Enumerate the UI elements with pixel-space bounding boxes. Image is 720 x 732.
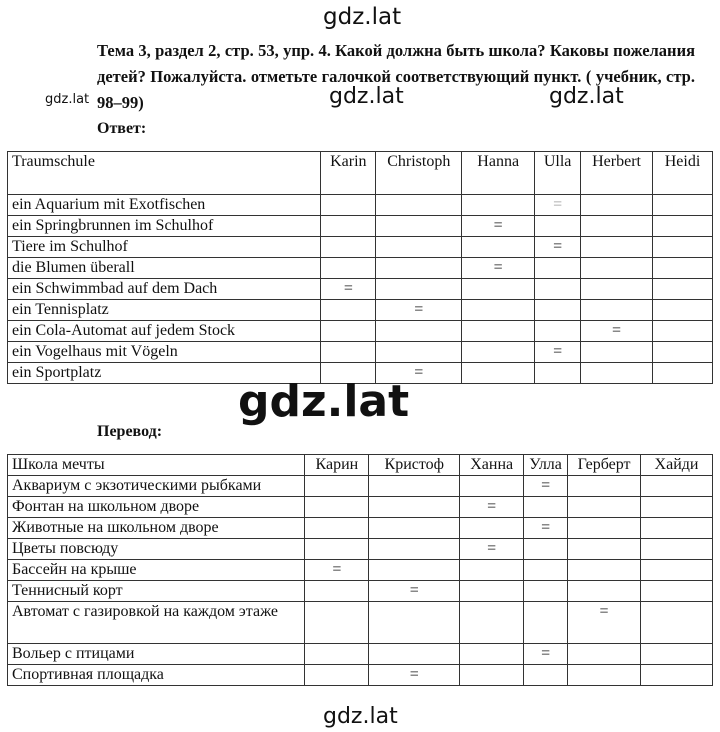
mark-cell: =: [376, 363, 462, 384]
mark-cell: =: [535, 195, 581, 216]
mark-cell: [581, 300, 653, 321]
column-header: Herbert: [581, 152, 653, 195]
row-label: ein Cola-Automat auf jedem Stock: [8, 321, 321, 342]
mark-cell: [535, 279, 581, 300]
table-row: [8, 216, 713, 237]
table-russian: [7, 454, 713, 686]
mark-cell: =: [535, 237, 581, 258]
mark-cell: [369, 476, 460, 497]
mark-cell: =: [524, 476, 568, 497]
mark-cell: =: [462, 258, 535, 279]
column-header: Карин: [305, 455, 369, 476]
mark-cell: [581, 342, 653, 363]
mark-cell: [376, 342, 462, 363]
table-row: [8, 560, 713, 581]
watermark-bottom: gdz.lat: [323, 704, 398, 729]
mark-cell: [641, 602, 713, 644]
mark-cell: [462, 279, 535, 300]
column-header: Traumschule: [8, 152, 321, 195]
mark-cell: [460, 602, 524, 644]
mark-cell: [535, 216, 581, 237]
mark-cell: [305, 518, 369, 539]
mark-cell: [641, 497, 713, 518]
row-label: Цветы повсюду: [8, 539, 305, 560]
row-label: Животные на школьном дворе: [8, 518, 305, 539]
mark-cell: [376, 258, 462, 279]
mark-cell: =: [305, 560, 369, 581]
mark-cell: [369, 644, 460, 665]
column-header: Кристоф: [369, 455, 460, 476]
mark-cell: [568, 560, 641, 581]
table-row: [8, 539, 713, 560]
mark-cell: [462, 300, 535, 321]
mark-cell: [581, 258, 653, 279]
exercise-heading: Тема 3, раздел 2, стр. 53, упр. 4. Какой должна быть школа? Каковы пожелания детей? Пожалуйста. отметьте галочкой соответствующий пункт. ( учебник, стр. 98–99): [97, 41, 695, 112]
column-header: Christoph: [376, 152, 462, 195]
row-label: ein Vogelhaus mit Vögeln: [8, 342, 321, 363]
mark-cell: [321, 237, 376, 258]
mark-cell: [460, 518, 524, 539]
mark-cell: [460, 581, 524, 602]
column-header: Школа мечты: [8, 455, 305, 476]
table-row: [8, 665, 713, 686]
row-label: ein Sportplatz: [8, 363, 321, 384]
mark-cell: [653, 237, 713, 258]
mark-cell: [321, 216, 376, 237]
mark-cell: [535, 363, 581, 384]
table-row: [8, 258, 713, 279]
mark-cell: [462, 195, 535, 216]
mark-cell: [460, 665, 524, 686]
row-label: Вольер с птицами: [8, 644, 305, 665]
column-header: Heidi: [653, 152, 713, 195]
mark-cell: [535, 300, 581, 321]
translation-label: Перевод:: [97, 423, 163, 440]
mark-cell: [524, 581, 568, 602]
watermark-small: gdz.lat: [45, 92, 90, 107]
mark-cell: [653, 321, 713, 342]
mark-cell: [581, 195, 653, 216]
mark-cell: [535, 258, 581, 279]
table-row: [8, 602, 713, 644]
mark-cell: [305, 581, 369, 602]
mark-cell: =: [524, 518, 568, 539]
mark-cell: [369, 518, 460, 539]
mark-cell: =: [321, 279, 376, 300]
row-label: Фонтан на школьном дворе: [8, 497, 305, 518]
row-label: ein Tennisplatz: [8, 300, 321, 321]
column-header: Герберт: [568, 455, 641, 476]
mark-cell: =: [376, 300, 462, 321]
mark-cell: [376, 279, 462, 300]
mark-cell: [641, 644, 713, 665]
mark-cell: =: [460, 539, 524, 560]
mark-cell: [535, 321, 581, 342]
table-row: [8, 476, 713, 497]
mark-cell: [581, 279, 653, 300]
mark-cell: [524, 497, 568, 518]
watermark-mid-left: gdz.lat: [329, 84, 404, 109]
column-header: Ulla: [535, 152, 581, 195]
table-header-row: [8, 152, 713, 195]
mark-cell: =: [462, 216, 535, 237]
row-label: Tiere im Schulhof: [8, 237, 321, 258]
mark-cell: [653, 300, 713, 321]
watermark-top: gdz.lat: [323, 4, 402, 30]
watermark-big: gdz.lat: [238, 376, 410, 427]
mark-cell: [524, 602, 568, 644]
table-row: [8, 644, 713, 665]
column-header: Улла: [524, 455, 568, 476]
mark-cell: [641, 665, 713, 686]
mark-cell: =: [581, 321, 653, 342]
column-header: Хайди: [641, 455, 713, 476]
mark-cell: [653, 258, 713, 279]
mark-cell: [305, 665, 369, 686]
column-header: Hanna: [462, 152, 535, 195]
mark-cell: [369, 497, 460, 518]
mark-cell: [305, 644, 369, 665]
mark-cell: [376, 237, 462, 258]
mark-cell: [321, 300, 376, 321]
mark-cell: [460, 560, 524, 581]
row-label: ein Springbrunnen im Schulhof: [8, 216, 321, 237]
mark-cell: [305, 602, 369, 644]
mark-cell: =: [524, 644, 568, 665]
table-row: [8, 300, 713, 321]
mark-cell: [524, 560, 568, 581]
mark-cell: [641, 581, 713, 602]
mark-cell: =: [369, 665, 460, 686]
mark-cell: [581, 216, 653, 237]
mark-cell: [321, 342, 376, 363]
mark-cell: [581, 363, 653, 384]
mark-cell: [568, 476, 641, 497]
mark-cell: [369, 602, 460, 644]
mark-cell: [641, 518, 713, 539]
mark-cell: =: [535, 342, 581, 363]
table-header-row: [8, 455, 713, 476]
mark-cell: [376, 321, 462, 342]
mark-cell: [369, 560, 460, 581]
mark-cell: =: [460, 497, 524, 518]
mark-cell: [581, 237, 653, 258]
mark-cell: [321, 195, 376, 216]
watermark-mid-right: gdz.lat: [549, 84, 624, 109]
mark-cell: [568, 665, 641, 686]
row-label: die Blumen überall: [8, 258, 321, 279]
mark-cell: [568, 497, 641, 518]
table-row: [8, 237, 713, 258]
mark-cell: [653, 279, 713, 300]
answer-label: Ответ:: [97, 120, 147, 137]
row-label: ein Aquarium mit Exotfischen: [8, 195, 321, 216]
mark-cell: [524, 539, 568, 560]
mark-cell: [460, 476, 524, 497]
table-german: [7, 151, 713, 384]
mark-cell: [305, 539, 369, 560]
mark-cell: [568, 581, 641, 602]
mark-cell: [462, 363, 535, 384]
mark-cell: [369, 539, 460, 560]
mark-cell: [524, 665, 568, 686]
row-label: Теннисный корт: [8, 581, 305, 602]
mark-cell: [568, 539, 641, 560]
table-row: [8, 321, 713, 342]
mark-cell: [305, 497, 369, 518]
mark-cell: [376, 216, 462, 237]
mark-cell: [641, 539, 713, 560]
mark-cell: [653, 195, 713, 216]
table-row: [8, 497, 713, 518]
mark-cell: [460, 644, 524, 665]
mark-cell: [653, 216, 713, 237]
table-row: [8, 518, 713, 539]
mark-cell: [376, 195, 462, 216]
column-header: Ханна: [460, 455, 524, 476]
row-label: Аквариум с экзотическими рыбками: [8, 476, 305, 497]
column-header: Karin: [321, 152, 376, 195]
mark-cell: [568, 644, 641, 665]
table-row: [8, 195, 713, 216]
mark-cell: [321, 258, 376, 279]
mark-cell: [568, 518, 641, 539]
mark-cell: [653, 363, 713, 384]
row-label: Спортивная площадка: [8, 665, 305, 686]
row-label: ein Schwimmbad auf dem Dach: [8, 279, 321, 300]
mark-cell: [462, 237, 535, 258]
mark-cell: [462, 342, 535, 363]
mark-cell: =: [568, 602, 641, 644]
row-label: Бассейн на крыше: [8, 560, 305, 581]
table-row: [8, 279, 713, 300]
table-row: [8, 342, 713, 363]
mark-cell: [641, 476, 713, 497]
row-label: Автомат с газировкой на каждом этаже: [8, 602, 305, 644]
table-row: [8, 581, 713, 602]
mark-cell: [305, 476, 369, 497]
mark-cell: [653, 342, 713, 363]
mark-cell: [321, 321, 376, 342]
mark-cell: [641, 560, 713, 581]
mark-cell: =: [369, 581, 460, 602]
mark-cell: [462, 321, 535, 342]
